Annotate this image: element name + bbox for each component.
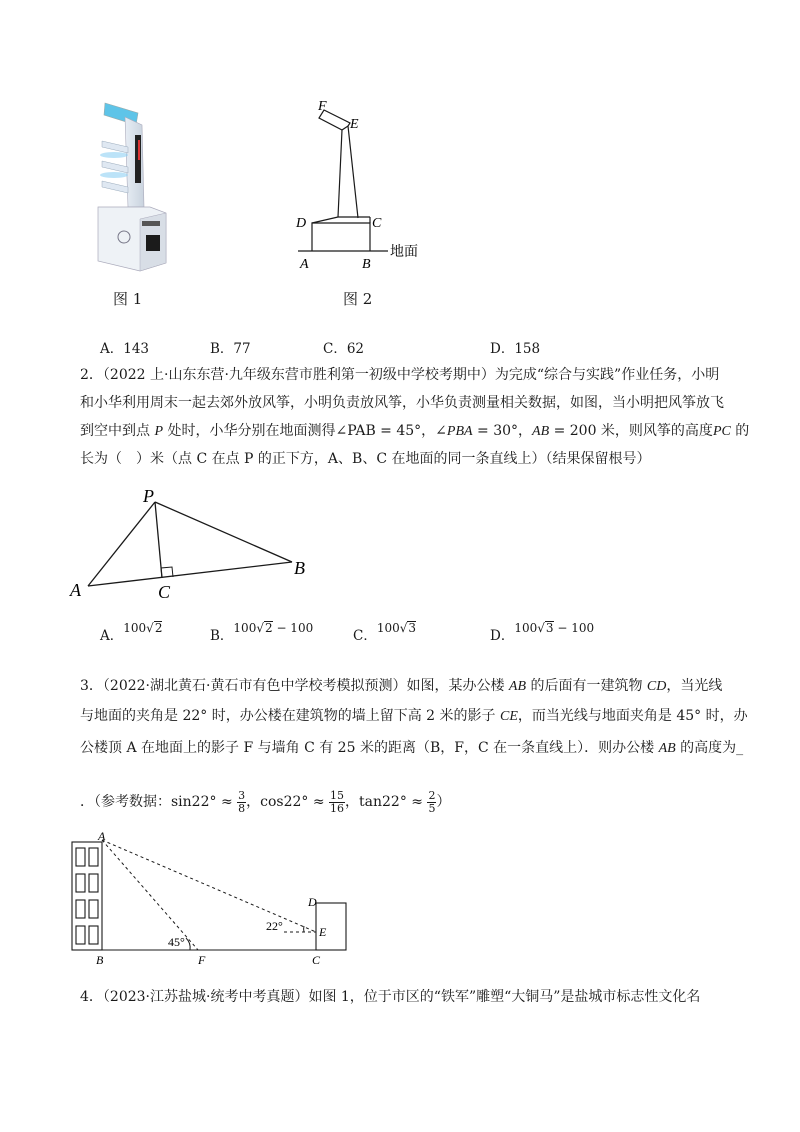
q4-number: 4． xyxy=(80,989,103,1005)
q2-option-b: B．100√2 − 100 xyxy=(210,621,314,644)
q3-angle-22: 22° xyxy=(266,919,283,933)
q3-line-2: 与地面的夹角是 22° 时，办公楼在建筑物的墙上留下高 2 米的影子 CE，而当光线与地面夹角是 45° 时，办 xyxy=(80,708,748,724)
q2-label-B: B xyxy=(294,558,305,578)
tan-fraction: $\frac{2}{5}$ xyxy=(428,788,436,815)
q2-line-1: 2．（2022 上·山东东营·九年级东营市胜利第一初级中学校考期中）为完成“综合与实践”作业任务，小明 xyxy=(80,367,720,383)
fig2-label-F: F xyxy=(318,99,327,114)
q4-line-1: 4．（2023·江苏盐城·统考中考真题）如图 1，位于市区的“铁军”雕塑“大铜马”是盐城市标志性文化名 xyxy=(80,989,701,1005)
q1-option-a: A．143 xyxy=(100,341,150,357)
q3-label-E: E xyxy=(319,925,327,939)
fig2-label-C: C xyxy=(372,216,382,231)
q3-label-D: D xyxy=(308,895,317,909)
q2-option-a: A．100√2 xyxy=(100,621,163,644)
q3-number: 3． xyxy=(80,678,103,694)
q2-option-d: D．100√3 − 100 xyxy=(490,621,595,644)
figure-1-robot-image xyxy=(80,95,180,275)
q3-label-A: A xyxy=(98,829,106,843)
q2-option-c: C．100√3 xyxy=(353,621,417,644)
sin-fraction: $\frac{3}{8}$ xyxy=(238,788,246,815)
figure-2-caption: 图 2 xyxy=(343,290,373,308)
q3-line-3: 公楼顶 A 在地面上的影子 F 与墙角 C 有 25 米的距离（B，F，C 在一条直线上）．则办公楼 AB 的高度为_ xyxy=(80,740,744,756)
cos-fraction: $\frac{15}{16}$ xyxy=(330,788,345,815)
q1-option-c: C．62 xyxy=(323,341,365,357)
q3-line-1: 3．（2022·湖北黄石·黄石市有色中学校考模拟预测）如图，某办公楼 AB 的后面有一建筑物 CD，当光线 xyxy=(80,678,723,694)
q3-label-C: C xyxy=(312,953,321,967)
q2-line-2: 和小华利用周末一起去郊外放风筝，小明负责放风筝，小华负责测量相关数据，如图，当小明把风筝放飞 xyxy=(80,395,724,411)
q2-line-3: 到空中到点 P 处时，小华分别在地面测得∠PAB = 45°，∠PBA = 30°，AB = 200 米，则风筝的高度PC 的 xyxy=(80,423,750,439)
robot-drawing xyxy=(80,95,180,275)
q2-line-4: 长为（ ）米（点 C 在点 P 的正下方，A、B、C 在地面的同一条直线上）（结果保留根号） xyxy=(80,451,651,467)
figure-1-caption: 图 1 xyxy=(113,290,143,308)
fig2-label-ground: 地面 xyxy=(390,245,418,260)
q2-label-P: P xyxy=(143,486,154,506)
q3-building-figure xyxy=(62,826,362,972)
q2-number: 2． xyxy=(80,367,103,383)
q1-option-d: D．158 xyxy=(490,341,541,357)
q2-label-C: C xyxy=(158,582,171,602)
fig2-label-B: B xyxy=(362,257,371,272)
q3-angle-45: 45° xyxy=(168,935,185,949)
q2-triangle-figure xyxy=(68,484,318,602)
fig2-label-D: D xyxy=(296,216,307,231)
fig2-label-A: A xyxy=(300,257,309,272)
fig2-label-E: E xyxy=(350,117,359,132)
q2-label-A: A xyxy=(70,580,81,600)
q3-label-B: B xyxy=(96,953,104,967)
figure-2-diagram xyxy=(290,88,440,278)
q3-label-F: F xyxy=(198,953,206,967)
q3-line-4-reference-data: ．（参考数据：sin22° ≈ $\frac{3}{8}$ ，cos22° ≈ $\frac{15}{16}$ ，tan22° ≈ $\frac{2}{5}$ ） xyxy=(80,788,451,815)
q1-option-b: B．77 xyxy=(210,341,251,357)
